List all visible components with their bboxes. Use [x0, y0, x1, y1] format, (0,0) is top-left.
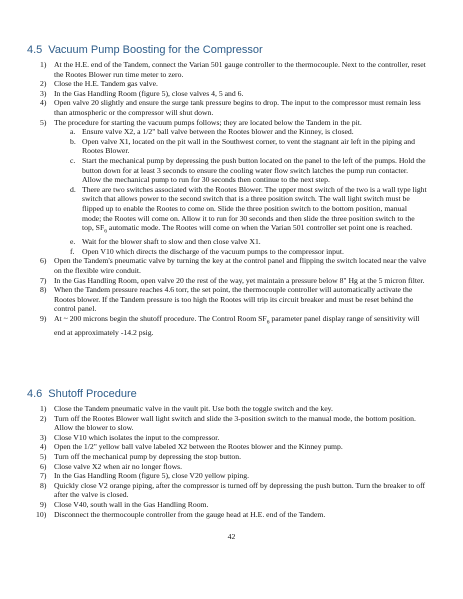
sub-list-marker: f.	[70, 246, 75, 256]
list-marker: 1)	[40, 60, 47, 69]
list-item	[0, 471, 463, 481]
section-title: Vacuum Pump Boosting for the Compressor	[48, 44, 263, 56]
sub-list-item-text: Wait for the blower shaft to slow and then close valve X1.	[82, 237, 261, 247]
list-marker: 2)	[40, 79, 47, 89]
section-number: 4.6	[27, 388, 43, 400]
list-item-text: In the Gas Handling Room (figure 5), close V20 yellow piping.	[54, 471, 250, 481]
list-marker: 5)	[40, 451, 47, 461]
list-item-text: Turn off the mechanical pump by depressing the stop button.	[54, 451, 242, 461]
list-marker: 3)	[40, 432, 47, 442]
list-marker: 8)	[40, 285, 47, 295]
page-number: 42	[227, 532, 236, 541]
shutoff-procedure-list	[0, 404, 463, 519]
sub-list-item-text: Ensure valve X2, a 1/2" ball valve between the Rootes blower and the Kinney, is closed.	[82, 127, 354, 137]
list-marker: 9)	[40, 499, 47, 509]
list-item	[0, 89, 463, 99]
section-heading-4-6	[27, 388, 137, 401]
list-marker: 4)	[40, 442, 47, 452]
sub-list-item-text: Open valve X1, located on the pit wall in the Southwest corner, to vent the stagnant air left in the piping and Rootes Blower.	[82, 136, 415, 156]
list-item-text: In the Gas Handling Room (figure 5), close valves 4, 5 and 6.	[54, 88, 244, 98]
list-item	[0, 433, 463, 443]
list-item	[0, 276, 463, 286]
list-item	[0, 118, 463, 128]
sub-list-item	[0, 156, 463, 185]
list-item-text: Close valve X2 when air no longer flows.	[54, 461, 183, 471]
list-item	[0, 79, 463, 89]
list-item-text: Close V10 which isolates the input to the compressor.	[54, 432, 220, 442]
list-item-text: In the Gas Handling Room, open valve 20 the rest of the way, yet maintain a pressure below 8" Hg at the 5 micron filter.	[54, 275, 425, 285]
list-item	[0, 98, 463, 117]
list-item	[0, 285, 463, 314]
list-item	[0, 256, 463, 275]
list-item-text: Turn off the Rootes Blower wall light switch and slide the 3-position switch to the manual mode, the bottom position. Allow the blower to slow.	[54, 413, 416, 433]
sub-list-item-text: There are two switches associated with the Rootes Blower. The upper most switch of the two is a wall type light switch that allows power to the second switch that is a three position switch. The wall light switch must be flipped up to enable the Rootes to come on. Slide the three position switch to the bottom position, manual mode; the Rootes will come on. Allow it to run for 30 seconds and then slide the three position switch to the top, $SF_6$ automatic mode. The Rootes will come on when the Varian 501 controller set point one is reached.	[82, 184, 427, 235]
list-item	[0, 60, 463, 79]
list-marker: 8)	[40, 480, 47, 490]
list-item	[0, 404, 463, 414]
list-marker: 10)	[36, 509, 47, 519]
list-marker: 5)	[40, 117, 47, 127]
section-number: 4.5	[27, 44, 43, 56]
list-marker: 4)	[40, 98, 47, 108]
list-item-text: At the H.E. end of the Tandem, connect the Varian 501 gauge controller to the thermocouple. Next to the controller, reset the Rootes Blower run time meter to zero.	[54, 60, 426, 79]
sub-list-item	[0, 137, 463, 156]
list-item-text: Close the H.E. Tandem gas valve.	[54, 79, 158, 89]
list-item-text: Open the 1/2" yellow ball valve labeled X2 between the Rootes blower and the Kinney pump.	[54, 442, 343, 452]
list-marker: 9)	[40, 313, 47, 323]
sub-list-marker: c.	[70, 155, 76, 165]
list-marker: 3)	[40, 88, 47, 98]
list-item-text: When the Tandem pressure reaches 4.6 torr, the set point, the thermocouple controller will automatically activate the Rootes blower. If the Tandem pressure is too high the Rootes will trip its circuit breaker and must be reset behind the control panel.	[54, 285, 414, 314]
sub-list-item	[0, 127, 463, 137]
sub-list-marker: e.	[70, 237, 76, 247]
sub-list-marker: a.	[70, 127, 76, 137]
vacuum-pump-procedure-list	[0, 60, 463, 338]
list-marker: 6)	[40, 461, 47, 471]
sub-list-item-text: Start the mechanical pump by depressing the push button located on the panel to the left of the pumps. Hold the button down for at least 3 seconds to ensure the cooling water flow switch latches the pump run contacter. Allow the mechanical pump to run for 30 seconds then continue to the next step.	[82, 155, 426, 185]
list-item-text: Close V40, south wall in the Gas Handling Room.	[54, 499, 209, 509]
list-item-text: Disconnect the thermocouple controller from the gauge head at H.E. end of the Tandem.	[54, 509, 326, 519]
list-item	[0, 314, 463, 338]
list-item-text: Close the Tandem pneumatic valve in the vault pit. Use both the toggle switch and the key.	[54, 404, 333, 413]
list-marker: 7)	[40, 471, 47, 481]
sub-list-item-text: Open V10 which directs the discharge of the vacuum pumps to the compressor input.	[82, 246, 344, 256]
list-item-text: At ~ 200 microns begin the shutoff procedure. The Control Room $SF_6$ parameter panel display range of sensitivity will end at approximately -14.2 psig.	[54, 313, 420, 338]
list-item	[0, 481, 463, 500]
list-item-text: The procedure for starting the vacuum pumps follows; they are located below the Tandem in the pit.	[54, 117, 362, 127]
sub-list-marker: d.	[70, 184, 76, 194]
list-item-text: Open the Tandem's pneumatic valve by turning the key at the control panel and flipping the switch located near the valve on the flexible wire conduit.	[54, 256, 427, 275]
list-marker: 1)	[40, 404, 47, 413]
list-item-text: Quickly close V2 orange piping, after the compressor is turned off by depressing the push button. Turn the breaker to off after the valve is closed.	[54, 480, 426, 500]
list-item	[0, 414, 463, 433]
list-item	[0, 452, 463, 462]
list-item	[0, 500, 463, 510]
list-marker: 7)	[40, 275, 47, 285]
list-item	[0, 510, 463, 520]
section-title: Shutoff Procedure	[48, 388, 137, 400]
section-heading-4-5	[27, 44, 263, 57]
list-item	[0, 462, 463, 472]
sub-list-marker: b.	[70, 136, 76, 146]
sub-list-item	[0, 185, 463, 238]
list-item	[0, 442, 463, 452]
sub-list-item	[0, 247, 463, 257]
sub-list-item	[0, 237, 463, 247]
list-marker: 2)	[40, 413, 47, 423]
list-item-text: Open valve 20 slightly and ensure the surge tank pressure begins to drop. The input to the compressor must remain less than atmospheric or the compressor will shut down.	[54, 98, 421, 117]
list-marker: 6)	[40, 256, 47, 266]
